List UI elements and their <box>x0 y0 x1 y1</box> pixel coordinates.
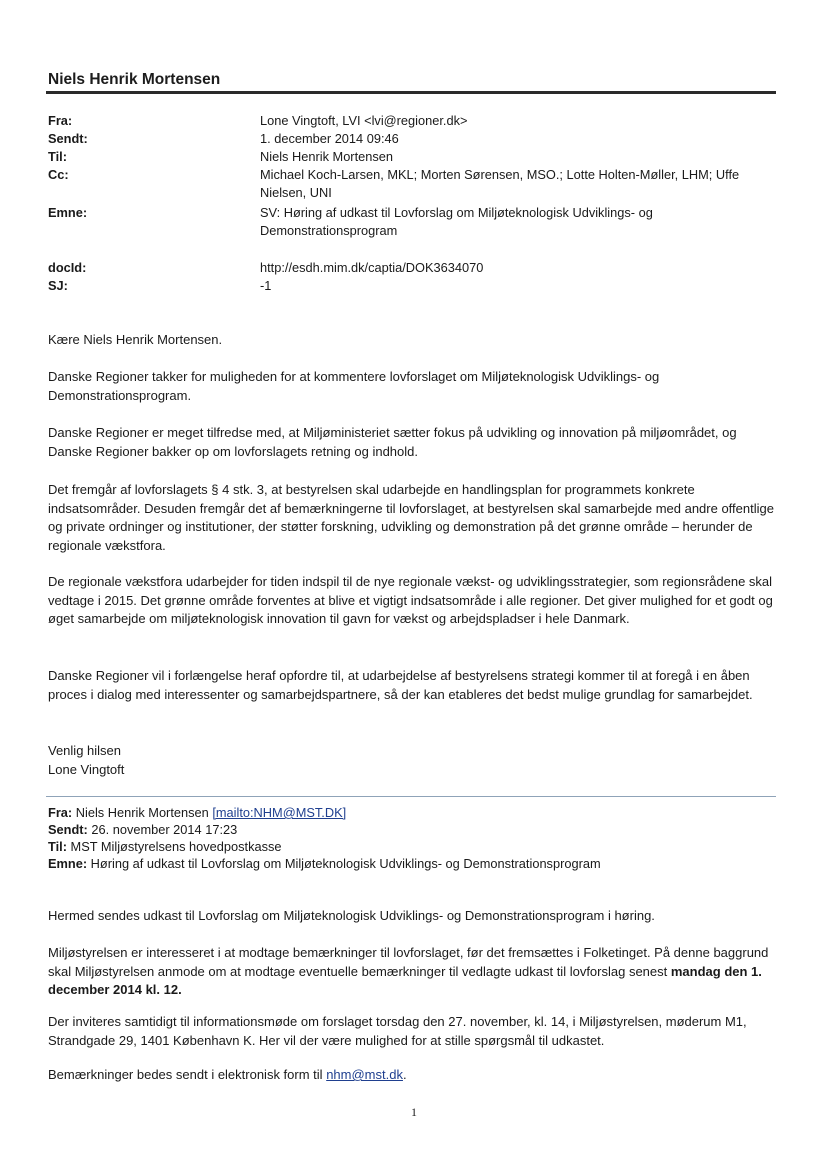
sent-value: 1. december 2014 09:46 <box>260 131 399 146</box>
from-value: Lone Vingtoft, LVI <lvi@regioner.dk> <box>260 113 468 128</box>
forward-to-row <box>48 838 776 855</box>
forward-subject-label: Emne: <box>48 856 88 871</box>
from-label: Fra: <box>48 113 73 128</box>
body-paragraph-1: Danske Regioner takker for muligheden for at kommentere lovforslaget om Miljøteknologisk Udviklings- og Demonstrationsprogram. <box>48 369 660 403</box>
forward-sent-row <box>48 821 776 838</box>
sj-value: -1 <box>260 278 272 293</box>
to-value: Niels Henrik Mortensen <box>260 149 393 164</box>
forward-from-value: Niels Henrik Mortensen <box>75 805 209 820</box>
forward-header <box>48 804 776 872</box>
body-paragraph-2: Danske Regioner er meget tilfredse med, at Miljøministeriet sætter fokus på udvikling og innovation på miljøområdet, og Danske Regioner bakker op om lovforslagets retning og indhold. <box>48 425 737 459</box>
subject-label: Emne: <box>48 205 88 220</box>
sent-label: Sendt: <box>48 131 88 146</box>
forward-paragraph-4-text: Bemærkninger bedes sendt i elektronisk form til <box>48 1067 323 1082</box>
to-label: Til: <box>48 149 67 164</box>
forward-to-value: MST Miljøstyrelsens hovedpostkasse <box>70 839 282 854</box>
forward-from-row <box>48 804 776 821</box>
docid-value[interactable]: http://esdh.mim.dk/captia/DOK3634070 <box>260 260 484 275</box>
forward-paragraph-2 <box>48 944 776 1000</box>
email-link[interactable]: nhm@mst.dk <box>326 1067 403 1082</box>
page-number: 1 <box>411 1105 417 1119</box>
heading-rule <box>46 91 776 94</box>
body-paragraph-5: Danske Regioner vil i forlængelse heraf opfordre til, at udarbejdelse af bestyrelsens strategi kommer til at foregå i en åben proces i dialog med interessenter og samarbejdspartnere, så der kan etableres det bedst mulige grundlag for samarbejdet. <box>48 668 753 702</box>
greeting: Kære Niels Henrik Mortensen. <box>48 332 223 347</box>
signature: Lone Vingtoft <box>48 762 125 777</box>
forward-from-mailto-link[interactable]: [mailto:NHM@MST.DK] <box>212 805 347 820</box>
body-paragraph-4: De regionale vækstfora udarbejder for tiden indspil til de nye regionale vækst- og udviklingsstrategier, som regionsrådene skal vedtage i 2015. Det grønne område forventes at blive et vigtigt indsatsområde i alle regioner. Det giver mulighed for et godt og øget samarbejde om miljøteknologisk innovation til gavn for vækst og arbejdspladser i hele Danmark. <box>48 574 773 627</box>
forward-paragraph-4 <box>48 1066 776 1085</box>
forward-separator <box>46 796 776 797</box>
forward-to-label: Til: <box>48 839 67 854</box>
forward-from-label: Fra: <box>48 805 73 820</box>
forward-sent-value: 26. november 2014 17:23 <box>91 822 238 837</box>
forward-deadline: mandag den 1. december 2014 kl. 12. <box>48 963 762 998</box>
forward-paragraph-1: Hermed sendes udkast til Lovforslag om Miljøteknologisk Udviklings- og Demonstrationsprogram i høring. <box>48 908 655 923</box>
forward-subject-value: Høring af udkast til Lovforslag om Miljøteknologisk Udviklings- og Demonstrationsprogram <box>90 856 601 871</box>
forward-subject-row <box>48 855 776 872</box>
cc-value: Michael Koch-Larsen, MKL; Morten Sørensen, MSO.; Lotte Holten-Møller, LHM; Uffe Nielsen, UNI <box>260 167 740 200</box>
forward-paragraph-2-text: Miljøstyrelsen er interesseret i at modtage bemærkninger til lovforslaget, før det fremsættes i Folketinget. På denne baggrund skal Miljøstyrelsen anmode om at modtage eventuelle bemærkninger til vedlagte udkast til lovforslag senest <box>48 945 769 979</box>
subject-value: SV: Høring af udkast til Lovforslag om Miljøteknologisk Udviklings- og Demonstrationsprogram <box>260 205 653 238</box>
forward-sent-label: Sendt: <box>48 822 88 837</box>
forward-paragraph-3: Der inviteres samtidigt til informationsmøde om forslaget torsdag den 27. november, kl. 14, i Miljøstyrelsen, møderum M1, Strandgade 29, 1401 København K. Her vil der være mulighed for at stille spørgsmål til udkastet. <box>48 1014 747 1048</box>
sender-name-heading: Niels Henrik Mortensen <box>48 71 221 88</box>
sj-label: SJ: <box>48 278 68 293</box>
forward-paragraph-4-end: . <box>402 1067 407 1082</box>
docid-label: docId: <box>48 260 87 275</box>
body-paragraph-3: Det fremgår af lovforslagets § 4 stk. 3, at bestyrelsen skal udarbejde en handlingsplan for programmets konkrete indsatsområder. Desuden fremgår det af bemærkningerne til lovforslaget, at bestyrelsen skal samarbejde med andre offentlige og private ordninger og institutioner, der støtter forskning, udvikling og demonstration på det grønne område – herunder de regionale vækstfora. <box>48 482 774 553</box>
closing: Venlig hilsen <box>48 743 121 758</box>
cc-label: Cc: <box>48 167 69 182</box>
